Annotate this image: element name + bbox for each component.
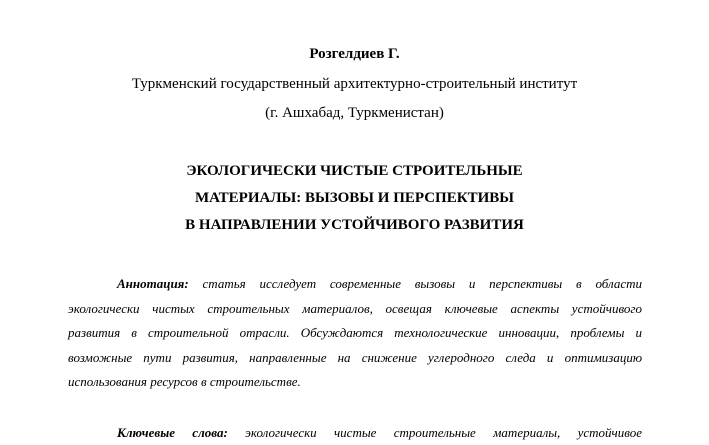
abstract: [68, 272, 642, 395]
previous-author-city: [0, 0, 709, 2]
abstract-label: Аннотация:: [117, 276, 189, 291]
title-line-2: МАТЕРИАЛЫ: ВЫЗОВЫ И ПЕРСПЕКТИВЫ: [194, 190, 515, 206]
keywords-text: экологически чистые строительные материалы, устойчивое: [245, 425, 642, 440]
abstract-line-2: экологически чистых строительных материалов, освещая ключевые аспекты устойчивого: [68, 300, 642, 316]
title-line-3: В НАПРАВЛЕНИИ УСТОЙЧИВОГО РАЗВИТИЯ: [185, 217, 524, 233]
title-line-1: ЭКОЛОГИЧЕСКИ ЧИСТЫЕ СТРОИТЕЛЬНЫЕ: [186, 163, 523, 179]
author-institution: Туркменский государственный архитектурно-строительный институт: [131, 76, 578, 92]
article-title: [0, 158, 709, 239]
author-city: (г. Ашхабад, Туркменистан): [265, 105, 444, 121]
abstract-line-4: возможные пути развития, направленные на снижение углеродного следа и оптимизацию: [68, 349, 642, 365]
author-name: Розгелдиев Г.: [309, 46, 400, 62]
abstract-line-5: использования ресурсов в строительстве.: [68, 374, 301, 389]
abstract-line-1: [68, 272, 642, 297]
keywords: [68, 421, 642, 445]
abstract-text-1: статья исследует современные вызовы и перспективы в области: [202, 276, 643, 291]
abstract-line-3: развития в строительной отрасли. Обсуждаются технологические инновации, проблемы и: [68, 325, 642, 340]
keywords-label: Ключевые слова:: [117, 425, 228, 440]
